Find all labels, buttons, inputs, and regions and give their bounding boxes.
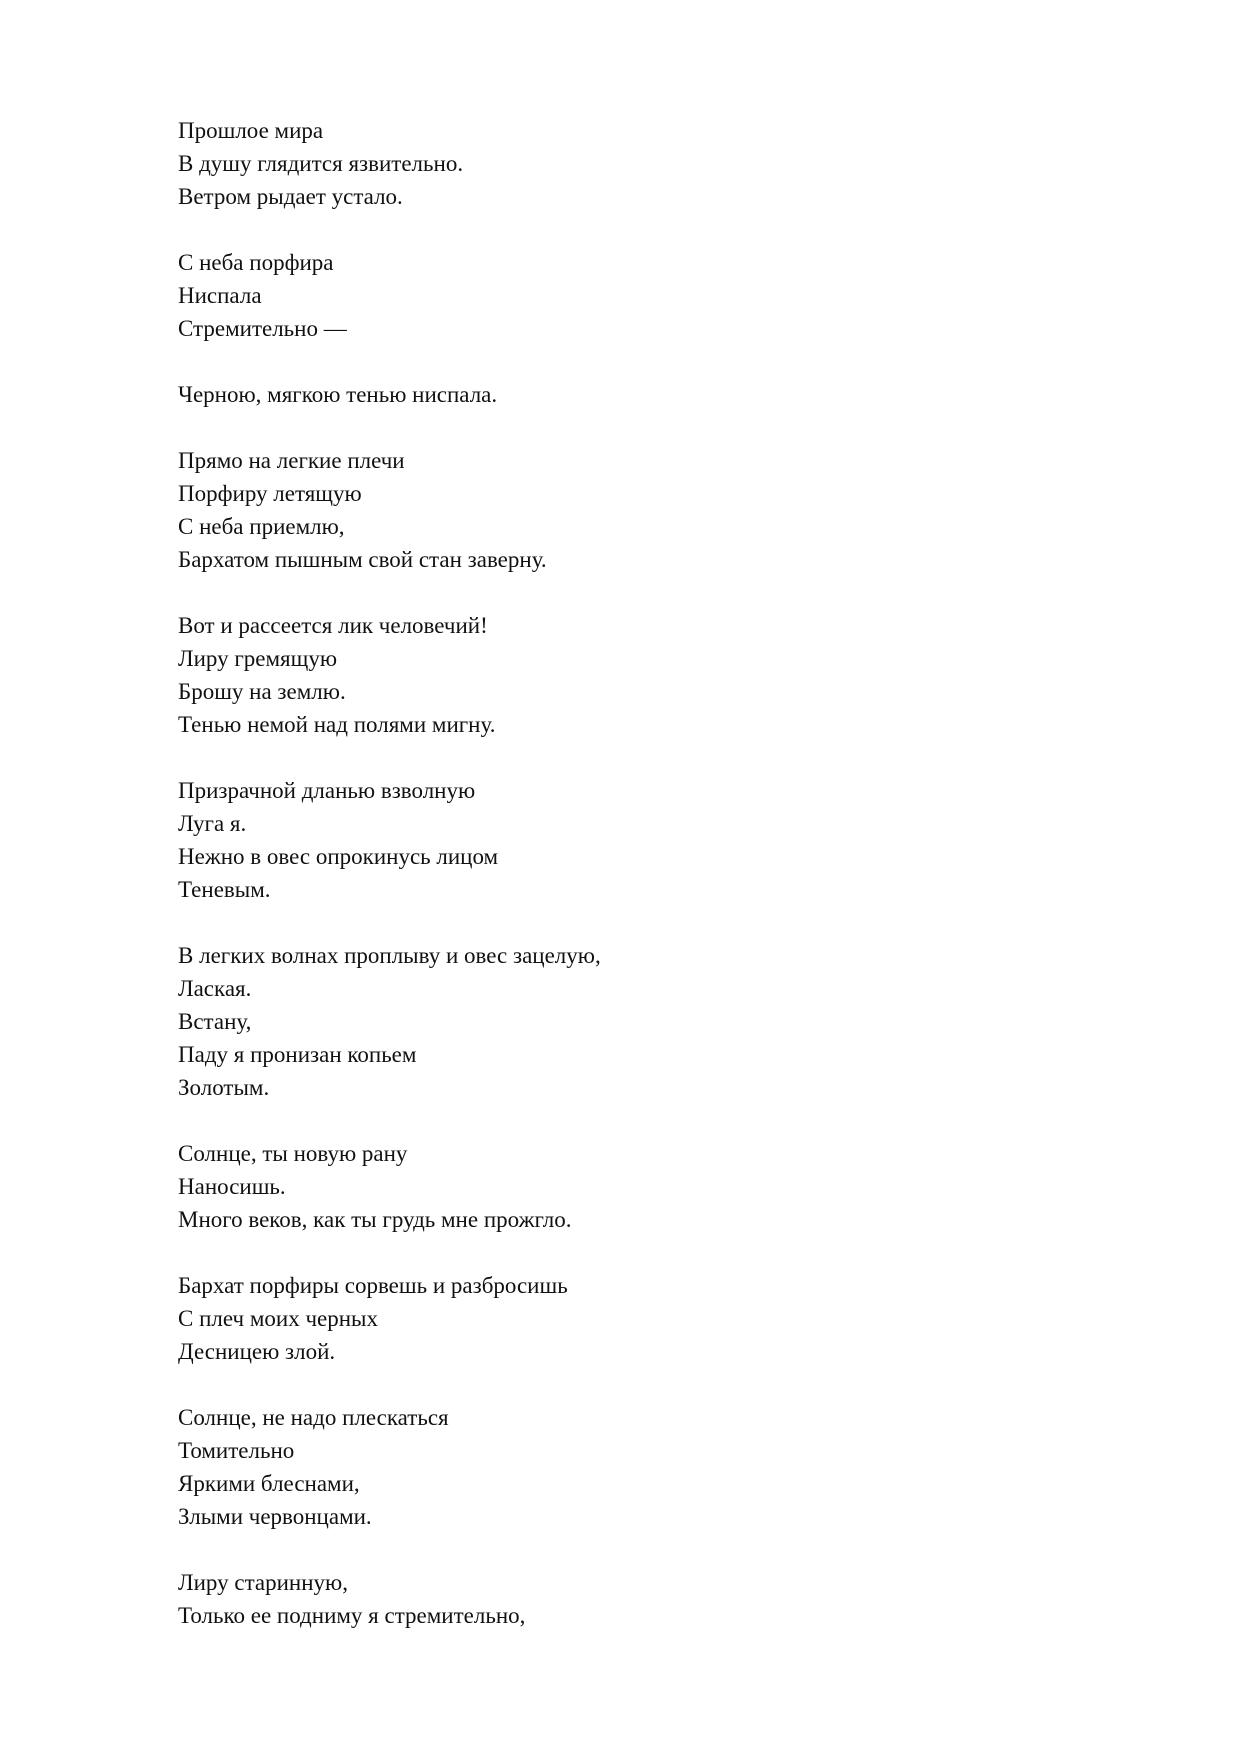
poem-line: Порфиру летящую	[178, 481, 362, 506]
poem-line: Злыми червонцами.	[178, 1504, 372, 1529]
poem-line: Паду я пронизан копьем	[178, 1042, 417, 1067]
poem-line: Луга я.	[178, 811, 247, 836]
poem-line: Золотым.	[178, 1075, 270, 1100]
stanza	[178, 774, 1078, 906]
poem-line: Стремительно —	[178, 316, 347, 341]
poem-line: Ниспала	[178, 283, 262, 308]
poem-line: С неба порфира	[178, 250, 334, 275]
stanza	[178, 1401, 1078, 1533]
poem-line: Прямо на легкие плечи	[178, 448, 405, 473]
poem-line: С плеч моих черных	[178, 1306, 378, 1331]
stanza	[178, 246, 1078, 345]
poem-text	[178, 114, 1078, 1632]
poem-line: Бархат порфиры сорвешь и разбросишь	[178, 1273, 568, 1298]
poem-line: Нежно в овес опрокинусь лицом	[178, 844, 499, 869]
stanza	[178, 444, 1078, 576]
poem-line: Только ее подниму я стремительно,	[178, 1603, 526, 1628]
poem-line: Томительно	[178, 1438, 295, 1463]
poem-line: Вот и рассеется лик человечий!	[178, 613, 488, 638]
poem-line: Яркими блеснами,	[178, 1471, 360, 1496]
stanza	[178, 378, 1078, 411]
poem-line: Прошлое мира	[178, 118, 324, 143]
stanza	[178, 939, 1078, 1104]
poem-line: Черною, мягкою тенью ниспала.	[178, 382, 498, 407]
poem-line: Теневым.	[178, 877, 271, 902]
stanza	[178, 1269, 1078, 1368]
poem-line: Призрачной дланью взволную	[178, 778, 476, 803]
poem-line: Лаская.	[178, 976, 252, 1001]
poem-line: Встану,	[178, 1009, 252, 1034]
poem-line: Брошу на землю.	[178, 679, 346, 704]
poem-line: Солнце, ты новую рану	[178, 1141, 408, 1166]
poem-line: Солнце, не надо плескаться	[178, 1405, 449, 1430]
poem-line: С неба приемлю,	[178, 514, 345, 539]
stanza	[178, 114, 1078, 213]
poem-line: В легких волнах проплыву и овес зацелую,	[178, 943, 601, 968]
poem-line: В душу глядится язвительно.	[178, 151, 464, 176]
poem-line: Десницею злой.	[178, 1339, 336, 1364]
poem-line: Бархатом пышным свой стан заверну.	[178, 547, 547, 572]
poem-line: Много веков, как ты грудь мне прожгло.	[178, 1207, 572, 1232]
stanza	[178, 609, 1078, 741]
poem-line: Лиру старинную,	[178, 1570, 348, 1595]
stanza	[178, 1566, 1078, 1632]
poem-line: Наносишь.	[178, 1174, 286, 1199]
stanza	[178, 1137, 1078, 1236]
poem-line: Лиру гремящую	[178, 646, 338, 671]
poem-line: Тенью немой над полями мигну.	[178, 712, 496, 737]
poem-line: Ветром рыдает устало.	[178, 184, 403, 209]
